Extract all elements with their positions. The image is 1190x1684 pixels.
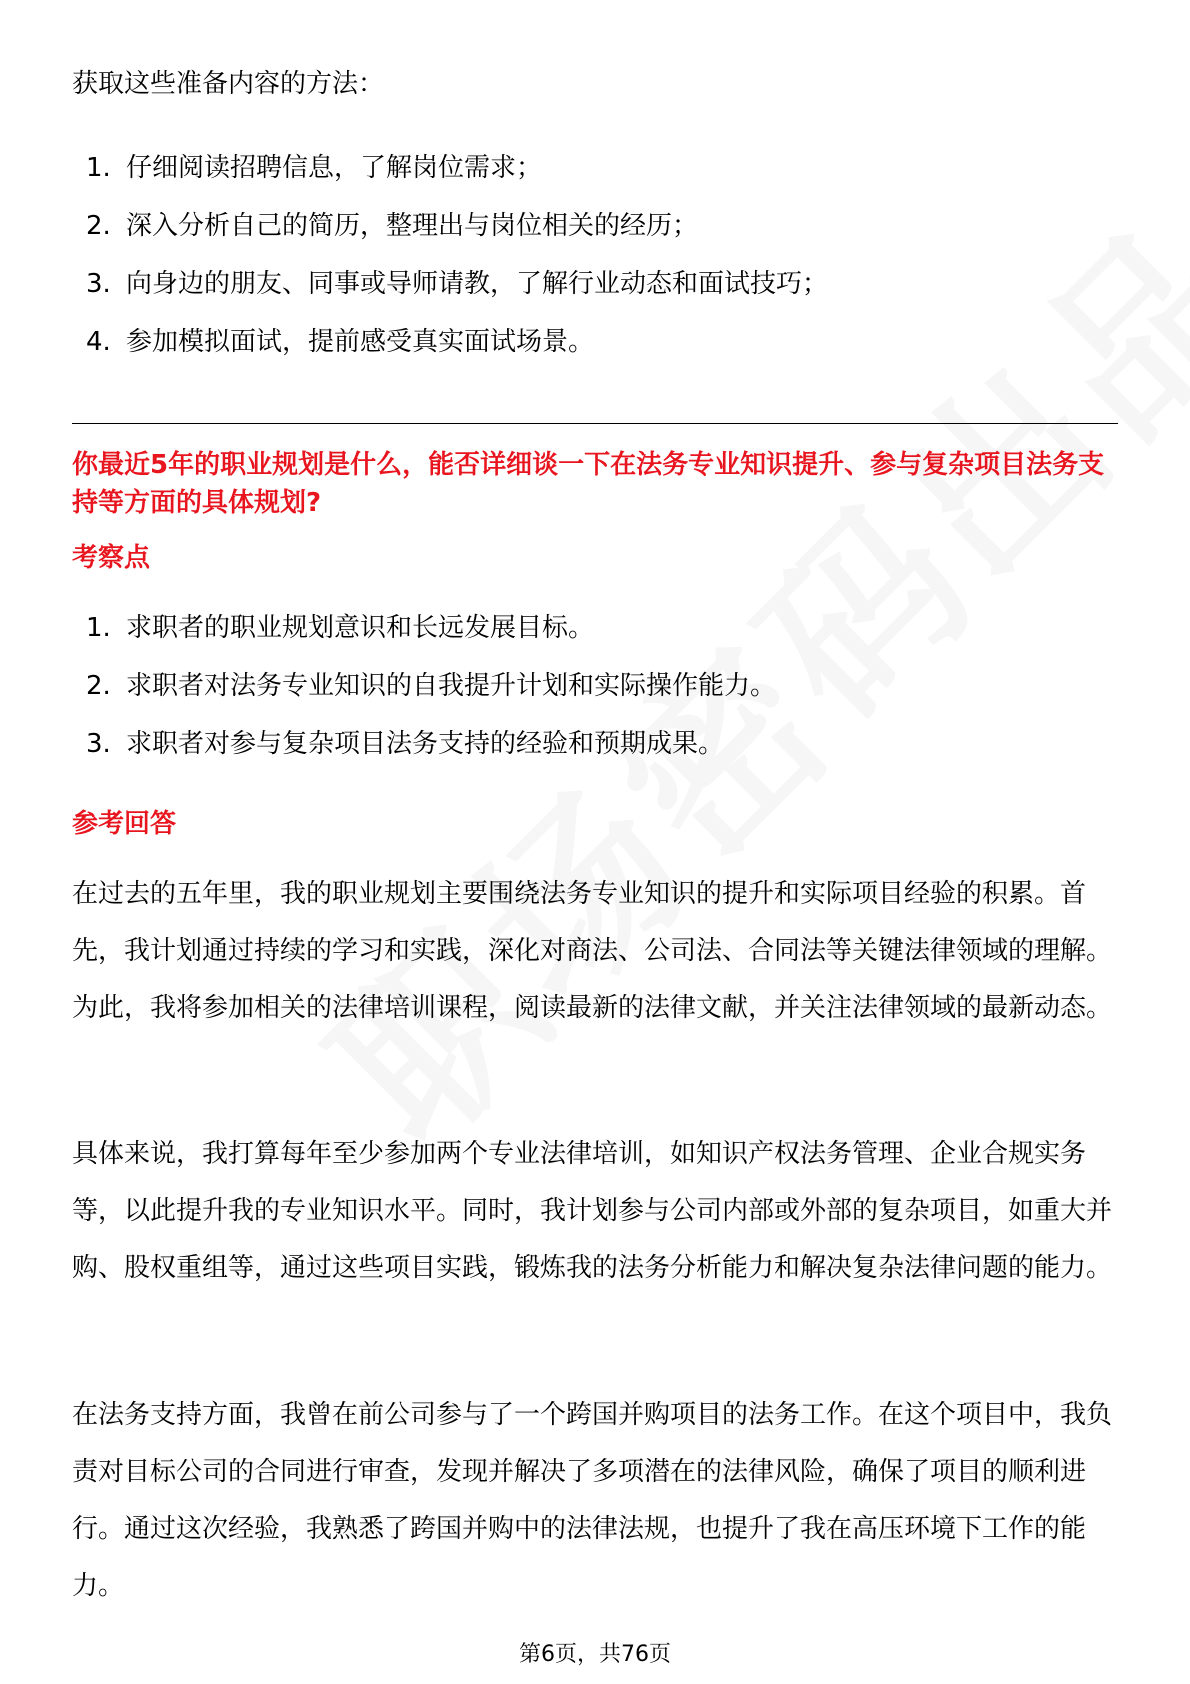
list-item: [72, 324, 1118, 382]
list-number: 3.: [86, 729, 111, 759]
list-number: 1.: [86, 613, 111, 643]
reference-answer-heading: 参考回答: [72, 809, 177, 839]
answer-paragraph: 在过去的五年里，我的职业规划主要围绕法务专业知识的提升和实际项目经验的积累。首先，我计划通过持续的学习和实践，深化对商法、公司法、合同法等关键法律领域的理解。为此，我将参加相关的法律培训课程，阅读最新的法律文献，并关注法律领域的最新动态。: [72, 879, 1113, 1023]
list-item-text: 求职者的职业规划意识和长远发展目标。: [126, 613, 595, 643]
answer-paragraph: 在法务支持方面，我曾在前公司参与了一个跨国并购项目的法务工作。在这个项目中，我负责对目标公司的合同进行审查，发现并解决了多项潜在的法律风险，确保了项目的顺利进行。通过这次经验，我熟悉了跨国并购中的法律法规，也提升了我在高压环境下工作的能力。: [72, 1400, 1113, 1601]
list-item-text: 向身边的朋友、同事或导师请教，了解行业动态和面试技巧；: [126, 269, 829, 299]
list-number: 2.: [86, 671, 111, 701]
list-item: [72, 668, 1118, 726]
answer-paragraph: 具体来说，我打算每年至少参加两个专业法律培训，如知识产权法务管理、企业合规实务等，以此提升我的专业知识水平。同时，我计划参与公司内部或外部的复杂项目，如重大并购、股权重组等，通过这些项目实践，锻炼我的法务分析能力和解决复杂法律问题的能力。: [72, 1139, 1113, 1283]
list-item: [72, 208, 1118, 266]
list-item: [72, 610, 1118, 668]
intro-text: 获取这些准备内容的方法：: [72, 69, 385, 99]
list-item-text: 参加模拟面试，提前感受真实面试场景。: [126, 327, 595, 357]
list-number: 4.: [86, 327, 111, 357]
section-divider: [72, 423, 1118, 424]
list-item-text: 求职者对法务专业知识的自我提升计划和实际操作能力。: [126, 671, 777, 701]
exam-points-list: [72, 610, 1118, 784]
list-item: [72, 266, 1118, 324]
list-number: 2.: [86, 211, 111, 241]
list-item-text: 深入分析自己的简历，整理出与岗位相关的经历；: [126, 211, 699, 241]
list-item: [72, 726, 1118, 784]
list-number: 3.: [86, 269, 111, 299]
list-item-text: 求职者对参与复杂项目法务支持的经验和预期成果。: [126, 729, 725, 759]
list-number: 1.: [86, 153, 111, 183]
exam-points-heading: 考察点: [72, 543, 151, 573]
page-footer: 第6页，共76页: [519, 1642, 671, 1667]
list-item: [72, 150, 1118, 208]
methods-list: [72, 150, 1118, 382]
list-item-text: 仔细阅读招聘信息，了解岗位需求；: [126, 153, 543, 183]
question-heading: 你最近5年的职业规划是什么，能否详细谈一下在法务专业知识提升、参与复杂项目法务支持等方面的具体规划?: [72, 450, 1105, 518]
